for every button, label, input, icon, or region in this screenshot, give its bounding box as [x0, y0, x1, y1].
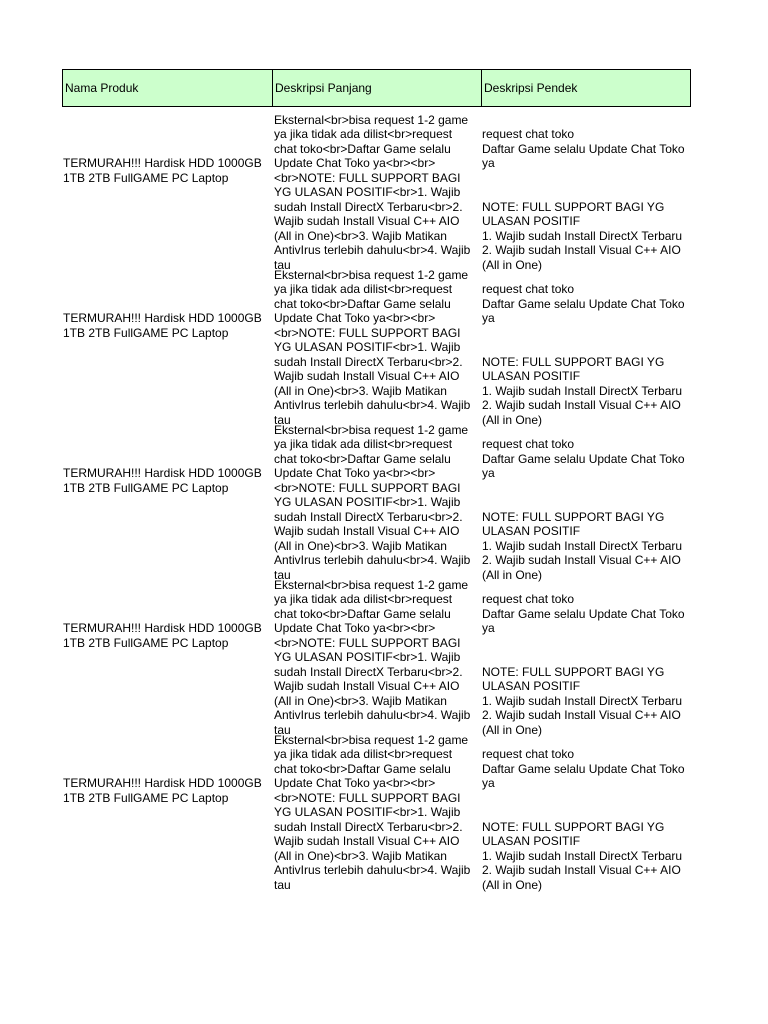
product-name: TERMURAH!!! Hardisk HDD 1000GB 1TB 2TB FullGAME PC Laptop — [63, 776, 266, 805]
long-description: Eksternal<br>bisa request 1-2 game ya jika tidak ada dilist<br>request chat toko<br>Daftar Game selalu Update Chat Toko ya<br><br><br>NOTE: FULL SUPPORT BAGI YG ULASAN POSITIF<br>1. Wajib sudah Install DirectX Terbaru<br>2. Wajib sudah Install Visual C++ AIO (All in One)<br>3. Wajib Matikan AntivIrus terlebih dahulu<br>4. Wajib tau — [274, 112, 474, 272]
short-description-cell — [481, 572, 691, 737]
short-description-cell — [481, 107, 691, 272]
header-deskripsi-panjang: Deskripsi Panjang — [273, 70, 482, 106]
product-name-cell — [62, 107, 272, 262]
short-description: request chat toko Daftar Game selalu Update Chat Toko ya NOTE: FULL SUPPORT BAGI YG ULASAN POSITIF 1. Wajib sudah Install DirectX Terbaru 2. Wajib sudah Install Visual C++ AIO (All in One) — [482, 592, 685, 737]
product-name-cell — [62, 262, 272, 417]
header-nama-produk: Nama Produk — [63, 70, 273, 106]
short-description-cell — [481, 262, 691, 427]
long-description-cell — [272, 417, 481, 582]
long-description-cell — [272, 572, 481, 737]
short-description-cell — [481, 417, 691, 582]
table-row — [62, 417, 691, 582]
long-description: Eksternal<br>bisa request 1-2 game ya jika tidak ada dilist<br>request chat toko<br>Daftar Game selalu Update Chat Toko ya<br><br><br>NOTE: FULL SUPPORT BAGI YG ULASAN POSITIF<br>1. Wajib sudah Install DirectX Terbaru<br>2. Wajib sudah Install Visual C++ AIO (All in One)<br>3. Wajib Matikan AntivIrus terlebih dahulu<br>4. Wajib tau — [274, 422, 474, 582]
short-description-cell — [481, 727, 691, 892]
table-row — [62, 262, 691, 427]
table-row — [62, 727, 691, 892]
long-description-cell — [272, 107, 481, 272]
header-deskripsi-pendek: Deskripsi Pendek — [484, 80, 578, 95]
product-name-cell — [62, 727, 272, 882]
product-name: TERMURAH!!! Hardisk HDD 1000GB 1TB 2TB FullGAME PC Laptop — [63, 466, 266, 495]
table-row — [62, 107, 691, 272]
spreadsheet-table — [62, 69, 691, 892]
long-description: Eksternal<br>bisa request 1-2 game ya jika tidak ada dilist<br>request chat toko<br>Daftar Game selalu Update Chat Toko ya<br><br><br>NOTE: FULL SUPPORT BAGI YG ULASAN POSITIF<br>1. Wajib sudah Install DirectX Terbaru<br>2. Wajib sudah Install Visual C++ AIO (All in One)<br>3. Wajib Matikan AntivIrus terlebih dahulu<br>4. Wajib tau — [274, 577, 474, 737]
short-description: request chat toko Daftar Game selalu Update Chat Toko ya NOTE: FULL SUPPORT BAGI YG ULASAN POSITIF 1. Wajib sudah Install DirectX Terbaru 2. Wajib sudah Install Visual C++ AIO (All in One) — [482, 747, 685, 892]
long-description: Eksternal<br>bisa request 1-2 game ya jika tidak ada dilist<br>request chat toko<br>Daftar Game selalu Update Chat Toko ya<br><br><br>NOTE: FULL SUPPORT BAGI YG ULASAN POSITIF<br>1. Wajib sudah Install DirectX Terbaru<br>2. Wajib sudah Install Visual C++ AIO (All in One)<br>3. Wajib Matikan AntivIrus terlebih dahulu<br>4. Wajib tau — [274, 732, 474, 892]
product-name: TERMURAH!!! Hardisk HDD 1000GB 1TB 2TB FullGAME PC Laptop — [63, 621, 266, 650]
table-header-row — [62, 69, 691, 107]
short-description: request chat toko Daftar Game selalu Update Chat Toko ya NOTE: FULL SUPPORT BAGI YG ULASAN POSITIF 1. Wajib sudah Install DirectX Terbaru 2. Wajib sudah Install Visual C++ AIO (All in One) — [482, 282, 685, 427]
product-name-cell — [62, 417, 272, 572]
product-name-cell — [62, 572, 272, 727]
long-description-cell — [272, 727, 481, 892]
short-description: request chat toko Daftar Game selalu Update Chat Toko ya NOTE: FULL SUPPORT BAGI YG ULASAN POSITIF 1. Wajib sudah Install DirectX Terbaru 2. Wajib sudah Install Visual C++ AIO (All in One) — [482, 127, 685, 272]
long-description: Eksternal<br>bisa request 1-2 game ya jika tidak ada dilist<br>request chat toko<br>Daftar Game selalu Update Chat Toko ya<br><br><br>NOTE: FULL SUPPORT BAGI YG ULASAN POSITIF<br>1. Wajib sudah Install DirectX Terbaru<br>2. Wajib sudah Install Visual C++ AIO (All in One)<br>3. Wajib Matikan AntivIrus terlebih dahulu<br>4. Wajib tau — [274, 267, 474, 427]
product-name: TERMURAH!!! Hardisk HDD 1000GB 1TB 2TB FullGAME PC Laptop — [63, 156, 266, 185]
table-row — [62, 572, 691, 737]
short-description: request chat toko Daftar Game selalu Update Chat Toko ya NOTE: FULL SUPPORT BAGI YG ULASAN POSITIF 1. Wajib sudah Install DirectX Terbaru 2. Wajib sudah Install Visual C++ AIO (All in One) — [482, 437, 685, 582]
long-description-cell — [272, 262, 481, 427]
product-name: TERMURAH!!! Hardisk HDD 1000GB 1TB 2TB FullGAME PC Laptop — [63, 311, 266, 340]
